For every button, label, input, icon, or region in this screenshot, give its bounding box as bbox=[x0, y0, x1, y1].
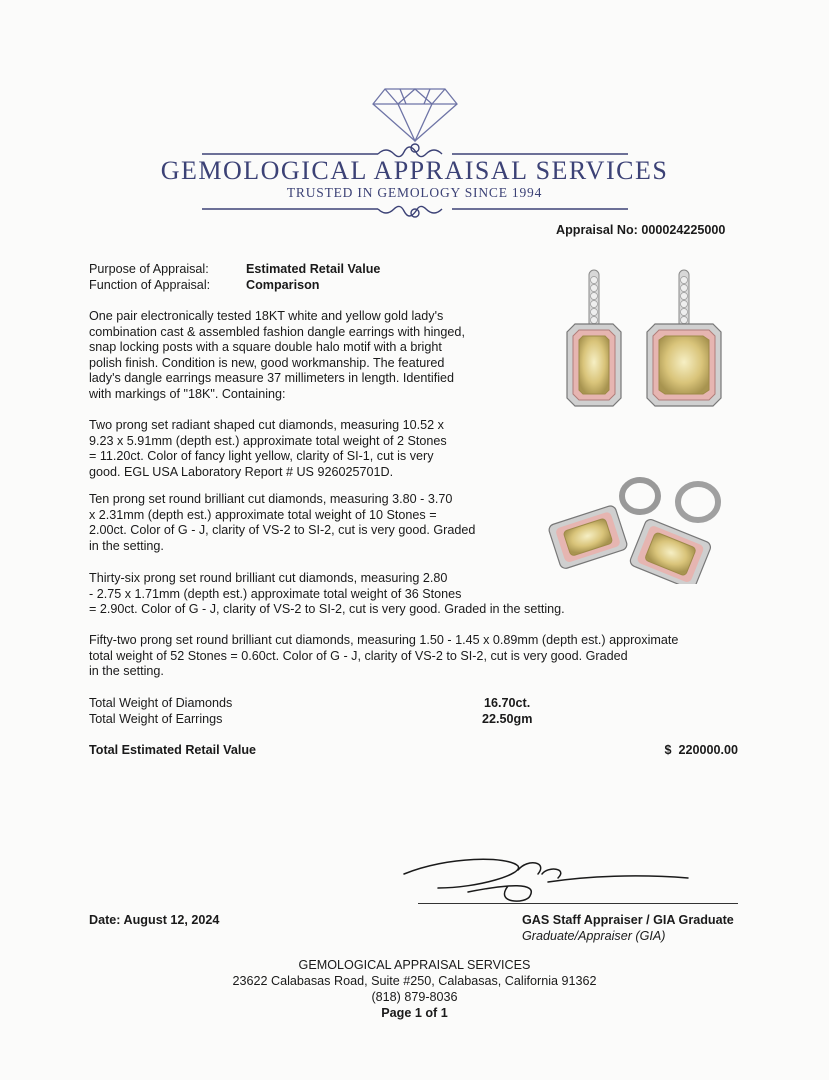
earrings-front-photo bbox=[553, 268, 743, 410]
description-line: One pair electronically tested 18KT white and yellow gold lady's bbox=[89, 309, 444, 323]
description-line: polish finish. Condition is new, good workmanship. The featured bbox=[89, 355, 445, 370]
description-line: lady's dangle earrings measure 37 millimeters in length. Identified bbox=[89, 371, 455, 386]
company-name: GEMOLOGICAL APPRAISAL SERVICES bbox=[160, 156, 669, 185]
stones-paragraph-2 bbox=[89, 492, 475, 554]
stones-line: = 11.20ct. Color of fancy light yellow, clarity of SI-1, cut is very bbox=[89, 449, 434, 464]
stones-line: Thirty-six prong set round brilliant cut diamonds, measuring 2.80 bbox=[89, 571, 448, 585]
total-earrings-label: Total Weight of Earrings bbox=[89, 712, 223, 726]
stones-line: in the setting. bbox=[89, 538, 164, 553]
stones-paragraph-1 bbox=[89, 418, 447, 480]
description-line: snap locking posts with a square double halo motif with a bright bbox=[89, 340, 442, 355]
stones-line: x 2.31mm (depth est.) approximate total weight of 10 Stones = bbox=[89, 507, 437, 522]
total-earrings-value: 22.50gm bbox=[482, 712, 533, 726]
appraisal-number: Appraisal No: 000024225000 bbox=[556, 223, 726, 237]
stones-line: Ten prong set round brilliant cut diamonds, measuring 3.80 - 3.70 bbox=[89, 492, 453, 506]
signer-title: GAS Staff Appraiser / GIA Graduate bbox=[522, 913, 734, 927]
diamond-logo-icon bbox=[370, 86, 460, 144]
retail-value-amount: $ 220000.00 bbox=[664, 743, 738, 757]
stones-paragraph-4 bbox=[89, 633, 678, 680]
stones-line: 9.23 x 5.91mm (depth est.) approximate total weight of 2 Stones bbox=[89, 433, 447, 448]
bottom-flourish-icon bbox=[200, 200, 630, 220]
purpose-value: Estimated Retail Value bbox=[246, 262, 381, 276]
footer-phone: (818) 879-8036 bbox=[371, 990, 458, 1004]
stones-line: = 2.90ct. Color of G - J, clarity of VS-2 to SI-2, cut is very good. Graded in the setting. bbox=[89, 602, 565, 617]
purpose-label: Purpose of Appraisal: bbox=[89, 262, 209, 276]
description-line: with markings of "18K". Containing: bbox=[89, 386, 286, 401]
company-tagline: TRUSTED IN GEMOLOGY SINCE 1994 bbox=[286, 185, 543, 200]
description-paragraph bbox=[89, 309, 465, 403]
stones-line: 2.00ct. Color of G - J, clarity of VS-2 to SI-2, cut is very good. Graded bbox=[89, 523, 476, 538]
stones-paragraph-3 bbox=[89, 571, 565, 618]
stones-line: - 2.75 x 1.71mm (depth est.) approximate total weight of 36 Stones bbox=[89, 586, 462, 601]
earrings-side-photo bbox=[548, 472, 738, 584]
stones-line: Two prong set radiant shaped cut diamonds, measuring 10.52 x bbox=[89, 418, 444, 432]
total-diamonds-value: 16.70ct. bbox=[484, 696, 531, 710]
function-value: Comparison bbox=[246, 278, 320, 292]
stones-line: in the setting. bbox=[89, 664, 164, 679]
total-diamonds-label: Total Weight of Diamonds bbox=[89, 696, 233, 710]
appraisal-date: Date: August 12, 2024 bbox=[89, 913, 220, 927]
function-label: Function of Appraisal: bbox=[89, 278, 211, 292]
stones-line: total weight of 52 Stones = 0.60ct. Color of G - J, clarity of VS-2 to SI-2, cut is very good. Graded bbox=[89, 648, 628, 663]
signer-subtitle: Graduate/Appraiser (GIA) bbox=[522, 929, 666, 943]
stones-line: good. EGL USA Laboratory Report # US 926025701D. bbox=[89, 464, 394, 479]
footer-company: GEMOLOGICAL APPRAISAL SERVICES bbox=[298, 958, 531, 972]
stones-line: Fifty-two prong set round brilliant cut diamonds, measuring 1.50 - 1.45 x 0.89mm (depth est.) approximate bbox=[89, 633, 679, 647]
footer-address: 23622 Calabasas Road, Suite #250, Calabasas, California 91362 bbox=[232, 974, 597, 988]
signature-line bbox=[418, 903, 738, 904]
signature-image bbox=[398, 848, 698, 908]
retail-value-label: Total Estimated Retail Value bbox=[89, 743, 257, 757]
description-line: combination cast & assembled fashion dangle earrings with hinged, bbox=[89, 324, 465, 339]
page-number: Page 1 of 1 bbox=[381, 1006, 448, 1020]
